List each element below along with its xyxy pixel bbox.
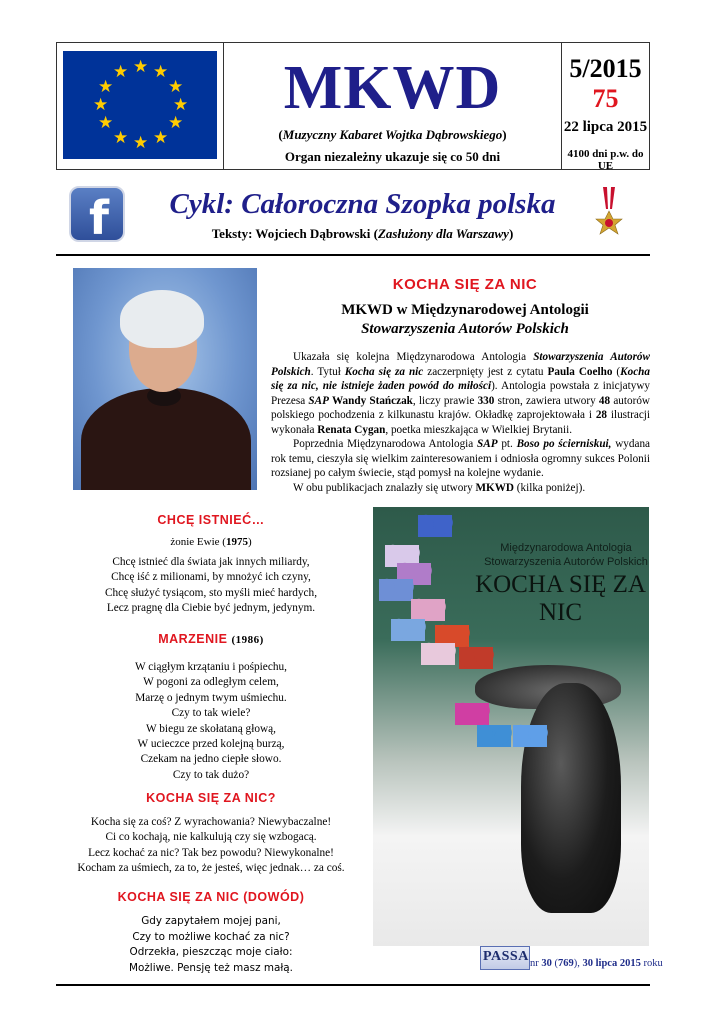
poem-title: CHCĘ ISTNIEĆ… xyxy=(157,513,265,527)
title-cell xyxy=(224,43,562,169)
butterfly-icon xyxy=(418,515,452,537)
masthead xyxy=(56,42,650,170)
article-paragraph: W obu publikacjach znalazły się utwory MKWD (kilka poniżej). xyxy=(293,481,586,494)
poem-dedication: żonie Ewie (1975) xyxy=(170,536,252,548)
cycle-credits: Teksty: Wojciech Dąbrowski (Zasłużony dla Warszawy) xyxy=(211,226,514,241)
passa-logo[interactable]: PASSA xyxy=(480,946,530,970)
poem-text: W ciągłym krzątaniu i pośpiechu, W pogoni za odległym celem, Marzę o jednym twym uśmiechu. Czy to tak wiele? W biegu ze skołataną głową, W ucieczce przed kolejną burzą, Czekam na jedno ciepłe słowo. Czy to tak dużo? xyxy=(135,661,287,781)
publication-reference: nr 30 (769), 30 lipca 2015 roku xyxy=(530,958,663,969)
poem-title: MARZENIE (1986) xyxy=(158,632,264,646)
poem-title: KOCHA SIĘ ZA NIC (DOWÓD) xyxy=(117,890,305,904)
article-body xyxy=(271,350,650,495)
top-divider xyxy=(56,254,650,256)
flag-cell xyxy=(57,43,224,169)
butterfly-icon xyxy=(379,579,413,601)
butterfly-icon xyxy=(411,599,445,621)
butterfly-icon xyxy=(459,647,493,669)
masthead-tagline: Organ niezależny ukazuje się co 50 dni xyxy=(284,149,501,164)
medal-icon xyxy=(594,187,624,243)
poem-text: Kocha się za coś? Z wyrachowania? Niewybaczalne! Ci co kochają, nie kalkulują czy się wzbogacą. Lecz kochać za nic? Tak bez powodu? Niewykonalne! Kocham za uśmiech, za to, że jesteś, więc jednak… za coś. xyxy=(77,816,345,875)
silhouette-figure xyxy=(521,683,621,913)
issue-number: 75 xyxy=(592,84,619,113)
issue-cell xyxy=(562,43,649,172)
butterfly-icon xyxy=(421,643,455,665)
days-counter: 4100 dni p.w. do UE xyxy=(567,148,644,172)
cover-publisher: Międzynarodowa Antologia Stowarzyszenia Autorów Polskich xyxy=(484,542,648,568)
issue-date: 22 lipca 2015 xyxy=(563,119,648,135)
masthead-title: MKWD xyxy=(283,54,502,122)
facebook-icon[interactable]: f xyxy=(69,186,125,242)
article-subheading-italic: Stowarzyszenia Autorów Polskich xyxy=(361,321,569,337)
bottom-divider xyxy=(56,984,650,986)
cycle-title: Cykl: Całoroczna Szopka polska xyxy=(169,188,556,220)
article-heading: KOCHA SIĘ ZA NIC xyxy=(392,276,538,293)
author-photo xyxy=(73,268,257,490)
butterfly-icon xyxy=(455,703,489,725)
masthead-subtitle: (Muzyczny Kabaret Wojtka Dąbrowskiego) xyxy=(278,127,507,142)
cover-title: KOCHA SIĘ ZA NIC xyxy=(475,571,646,626)
book-cover xyxy=(373,507,649,946)
article-paragraph: Ukazała się kolejna Międzynarodowa Antologia Stowarzyszenia Autorów Polskich. Tytuł Kocha się za nic zaczerpnięty jest z cytatu Paula Coelho (Kocha się za nic, nie istnieje żaden powód do miłości). Antologia powstała z inicjatywy Prezesa SAP Wandy Stańczak, liczy prawie 330 stron, zawiera utwory 48 autorów polskiego pochodzenia z kilkunastu krajów. Okładkę zaprojektowała i 28 ilustracji wykonała Renata Cygan, poetka mieszkająca w Wielkiej Brytanii. xyxy=(271,351,651,436)
eu-flag-icon: ★ ★ ★ ★ ★ ★ ★ ★ ★ ★ ★ ★ xyxy=(63,51,217,159)
article-subheading: MKWD w Międzynarodowej Antologii xyxy=(341,302,589,318)
butterfly-icon xyxy=(477,725,511,747)
poem-text: Gdy zapytałem mojej pani, Czy to możliwe kochać za nic? Odrzekła, pieszcząc moje ciało: Możliwe. Pensję też masz małą. xyxy=(129,915,293,974)
issue-label: 5/2015 xyxy=(569,54,642,83)
poem-title: KOCHA SIĘ ZA NIC? xyxy=(146,791,276,805)
poem-text: Chcę istnieć dla świata jak innych miliardy, Chcę iść z milionami, by mnożyć ich czyny, Chcę służyć tysiącom, sto myśli mieć hardych, Lecz pragnę dla Ciebie być jednym, jedynym. xyxy=(104,556,318,615)
article-paragraph: Poprzednia Międzynarodowa Antologia SAP pt. Boso po ścierniskui, wydana rok temu, cieszyła się wielkim zainteresowaniem i odniosła ogromny sukces Polonii rozsianej po całym świecie, stąd pomysł na kolejne wydanie. xyxy=(271,438,651,479)
butterfly-icon xyxy=(513,725,547,747)
butterfly-icon xyxy=(391,619,425,641)
